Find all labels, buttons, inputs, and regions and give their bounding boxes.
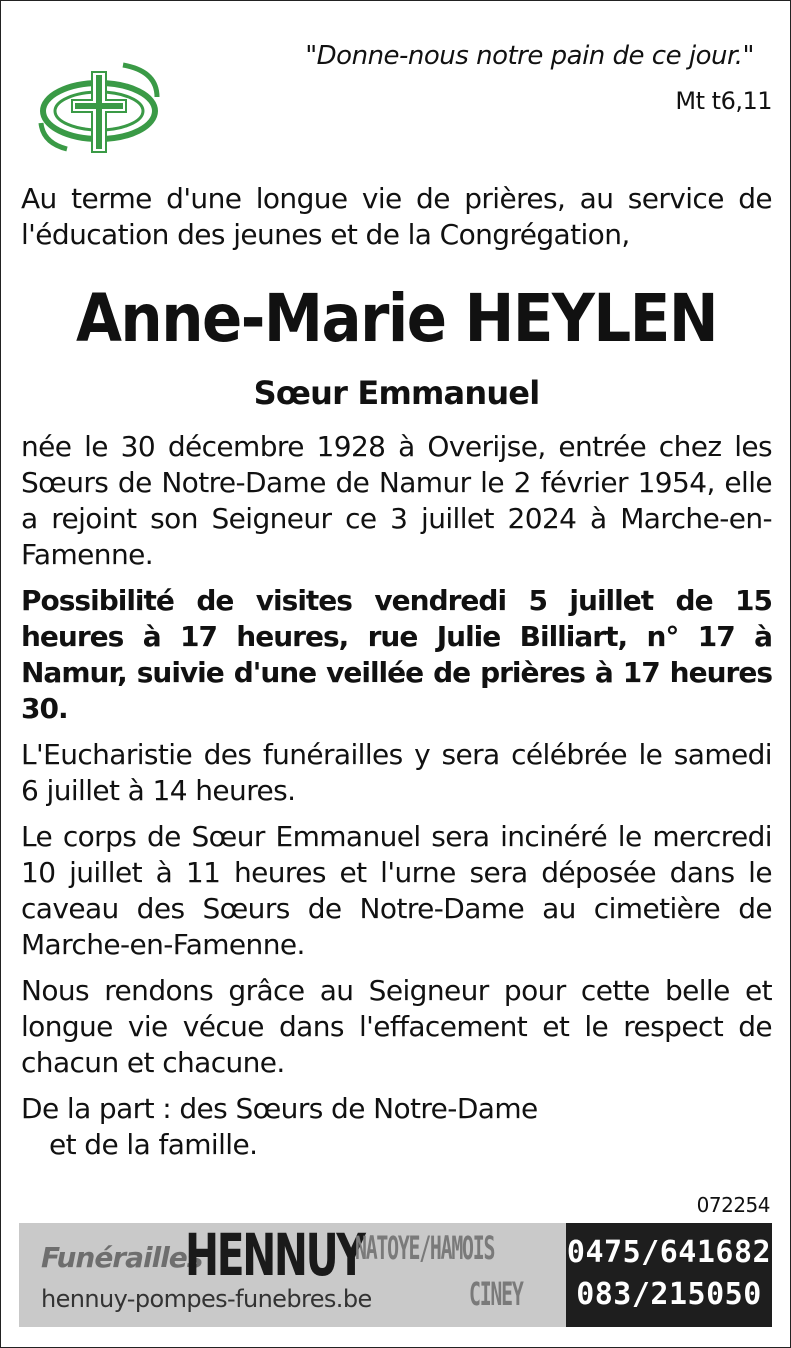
congregation-logo-icon: [37, 57, 161, 157]
notice-body: [21, 181, 772, 1163]
bible-quote: "Donne-nous notre pain de ce jour.": [305, 41, 754, 71]
phone-number-2[interactable]: 083/215050: [576, 1277, 762, 1312]
locations-top: NATOYE/HAMOIS: [355, 1229, 495, 1267]
religious-name: Sœur Emmanuel: [253, 374, 540, 412]
funeral-home-banner: [19, 1223, 772, 1327]
cremation-paragraph: Le corps de Sœur Emmanuel sera incinéré le mercredi 10 juillet à 11 heures et l'urne sera déposée dans le caveau des Sœurs de Notre-Dame au cimetière de Marche-en-Famenne.: [21, 820, 772, 961]
deceased-name: Anne-Marie HEYLEN: [75, 280, 718, 357]
visits-paragraph: Possibilité de visites vendredi 5 juillet de 15 heures à 17 heures, rue Julie Billiart, n° 17 à Namur, suivie d'une veillée de prières à 17 heures 30.: [21, 584, 772, 725]
intro-text: Au terme d'une longue vie de prières, au service de l'éducation des jeunes et de la Congrégation,: [21, 182, 772, 251]
website-link[interactable]: hennuy-pompes-funebres.be: [41, 1285, 372, 1313]
eucharist-paragraph: L'Eucharistie des funérailles y sera célébrée le samedi 6 juillet à 14 heures.: [21, 738, 772, 807]
funerailles-label: Funérailles: [41, 1241, 203, 1274]
brand-logo: HENNUY: [185, 1223, 364, 1289]
locations-bottom: CINEY: [469, 1275, 523, 1313]
phone-number-1[interactable]: 0475/641682: [566, 1235, 772, 1270]
bible-reference: Mt t6,11: [675, 87, 772, 115]
from-line-1: De la part : des Sœurs de Notre-Dame: [21, 1092, 538, 1125]
ad-number: 072254: [696, 1193, 770, 1217]
thanks-paragraph: Nous rendons grâce au Seigneur pour cette belle et longue vie vécue dans l'effacement et le respect de chacun et chacune.: [21, 974, 772, 1079]
birth-paragraph: née le 30 décembre 1928 à Overijse, entrée chez les Sœurs de Notre-Dame de Namur le 2 février 1954, elle a rejoint son Seigneur ce 3 juillet 2024 à Marche-en-Famenne.: [21, 430, 772, 571]
from-line-2: et de la famille.: [49, 1128, 258, 1161]
phone-box: [566, 1223, 772, 1327]
